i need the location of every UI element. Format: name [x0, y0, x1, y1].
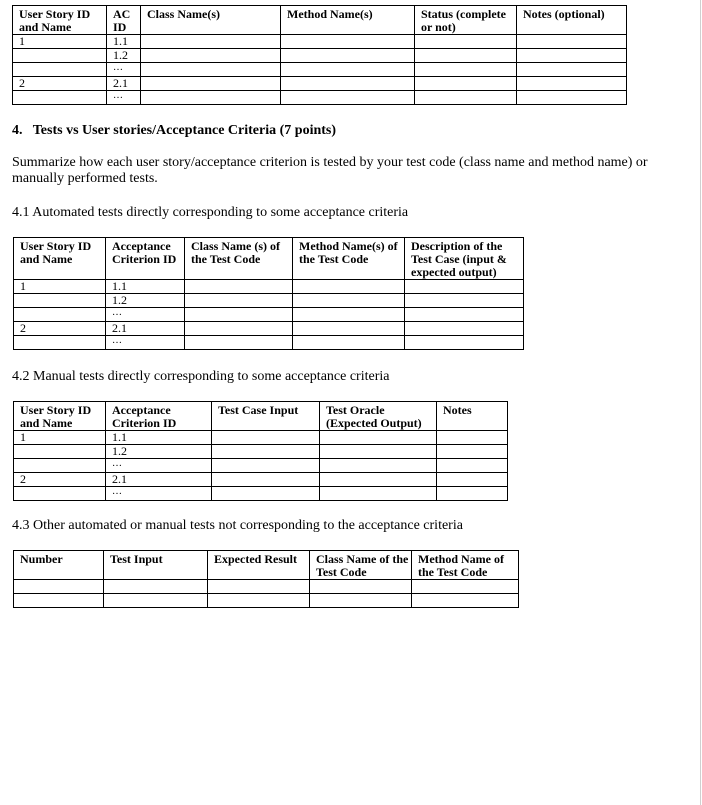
- cell-ac-ellipsis: [106, 336, 185, 350]
- cell-ac: 1.2: [106, 445, 212, 459]
- cell-empty: [14, 594, 104, 608]
- cell-empty: [405, 294, 524, 308]
- ellipsis: …: [112, 307, 122, 318]
- table-row: [14, 445, 508, 459]
- cell-empty: [281, 49, 415, 63]
- cell-empty: [517, 49, 627, 63]
- cell-empty: [212, 487, 320, 501]
- cell-ac: 1.2: [107, 49, 141, 63]
- cell-empty: [517, 91, 627, 105]
- cell-empty: [185, 322, 293, 336]
- cell-empty: [405, 308, 524, 322]
- col-header-test-oracle: Test Oracle (Expected Output): [320, 402, 437, 431]
- cell-empty: [320, 473, 437, 487]
- cell-empty: [104, 580, 208, 594]
- col-header-number: Number: [14, 551, 104, 580]
- cell-empty: [293, 280, 405, 294]
- table-row: [14, 473, 508, 487]
- table-row: [13, 35, 627, 49]
- cell-empty: [141, 49, 281, 63]
- table-row: [13, 91, 627, 105]
- cell-ac: 2.1: [107, 77, 141, 91]
- cell-empty: [281, 77, 415, 91]
- table-row: [14, 322, 524, 336]
- cell-ac-ellipsis: [106, 487, 212, 501]
- cell-story: [14, 308, 106, 322]
- cell-empty: [405, 336, 524, 350]
- col-header-ac-id: AC ID: [107, 6, 141, 35]
- cell-empty: [293, 308, 405, 322]
- cell-empty: [281, 35, 415, 49]
- cell-empty: [405, 280, 524, 294]
- col-header-story: User Story ID and Name: [14, 238, 106, 280]
- cell-empty: [437, 431, 508, 445]
- cell-ac-ellipsis: [107, 91, 141, 105]
- table-row: [13, 63, 627, 77]
- ellipsis: …: [112, 458, 122, 469]
- cell-empty: [320, 445, 437, 459]
- cell-story: 2: [14, 322, 106, 336]
- section-4-heading: 4. Tests vs User stories/Acceptance Criteria (7 points): [12, 123, 337, 138]
- cell-story: [14, 294, 106, 308]
- table-row: [13, 77, 627, 91]
- col-header-description: Description of the Test Case (input & expected output): [405, 238, 524, 280]
- cell-empty: [212, 459, 320, 473]
- cell-empty: [517, 63, 627, 77]
- cell-empty: [412, 594, 519, 608]
- table-row: [14, 280, 524, 294]
- cell-ac-ellipsis: [106, 308, 185, 322]
- table-manual-tests: [13, 401, 508, 501]
- cell-empty: [141, 91, 281, 105]
- cell-ac: 1.2: [106, 294, 185, 308]
- cell-empty: [415, 63, 517, 77]
- subsection-4-3-title: 4.3 Other automated or manual tests not corresponding to the acceptance criteria: [12, 518, 463, 533]
- cell-empty: [415, 91, 517, 105]
- cell-empty: [320, 487, 437, 501]
- col-header-acceptance-criterion: Acceptance Criterion ID: [106, 402, 212, 431]
- cell-empty: [415, 35, 517, 49]
- cell-story: 2: [14, 473, 106, 487]
- col-header-class-name: Class Name (s) of the Test Code: [185, 238, 293, 280]
- cell-empty: [208, 594, 310, 608]
- cell-empty: [405, 322, 524, 336]
- cell-empty: [310, 594, 412, 608]
- cell-empty: [104, 594, 208, 608]
- col-header-notes: Notes (optional): [517, 6, 627, 35]
- col-header-method-name: Method Name(s) of the Test Code: [293, 238, 405, 280]
- col-header-expected-result: Expected Result: [208, 551, 310, 580]
- cell-empty: [14, 580, 104, 594]
- cell-empty: [185, 280, 293, 294]
- cell-story: 1: [14, 280, 106, 294]
- cell-ac: 1.1: [107, 35, 141, 49]
- ellipsis: …: [112, 335, 122, 346]
- cell-story: [13, 63, 107, 77]
- cell-empty: [415, 77, 517, 91]
- cell-empty: [415, 49, 517, 63]
- cell-story: 1: [14, 431, 106, 445]
- cell-empty: [517, 77, 627, 91]
- cell-empty: [212, 445, 320, 459]
- table-row: [14, 459, 508, 473]
- table-automated-tests: [13, 237, 524, 350]
- col-header-status: Status (complete or not): [415, 6, 517, 35]
- cell-ac: 1.1: [106, 280, 185, 294]
- subsection-4-2-title: 4.2 Manual tests directly corresponding to some acceptance criteria: [12, 369, 390, 384]
- cell-empty: [293, 322, 405, 336]
- col-header-method-name: Method Name of the Test Code: [412, 551, 519, 580]
- table-stories-overview: [12, 5, 627, 105]
- cell-empty: [293, 294, 405, 308]
- table-other-tests: [13, 550, 519, 608]
- cell-empty: [212, 431, 320, 445]
- col-header-method-names: Method Name(s): [281, 6, 415, 35]
- cell-ac: 2.1: [106, 322, 185, 336]
- table-row: [13, 49, 627, 63]
- table-row: [14, 431, 508, 445]
- cell-empty: [437, 487, 508, 501]
- cell-ac: 2.1: [106, 473, 212, 487]
- col-header-class-names: Class Name(s): [141, 6, 281, 35]
- col-header-acceptance-criterion: Acceptance Criterion ID: [106, 238, 185, 280]
- table-row: [14, 294, 524, 308]
- table-row: [14, 308, 524, 322]
- col-header-notes: Notes: [437, 402, 508, 431]
- cell-empty: [212, 473, 320, 487]
- col-header-story: User Story ID and Name: [14, 402, 106, 431]
- cell-empty: [437, 459, 508, 473]
- cell-empty: [141, 35, 281, 49]
- col-header-test-case-input: Test Case Input: [212, 402, 320, 431]
- col-header-class-name: Class Name of the Test Code: [310, 551, 412, 580]
- cell-empty: [185, 308, 293, 322]
- cell-ac: 1.1: [106, 431, 212, 445]
- cell-empty: [437, 473, 508, 487]
- cell-story: [14, 487, 106, 501]
- cell-empty: [412, 580, 519, 594]
- cell-empty: [141, 77, 281, 91]
- cell-empty: [437, 445, 508, 459]
- ellipsis: …: [113, 62, 123, 73]
- cell-empty: [517, 35, 627, 49]
- page-edge: [700, 0, 701, 805]
- cell-story: [14, 459, 106, 473]
- table-row: [14, 594, 519, 608]
- cell-ac-ellipsis: [106, 459, 212, 473]
- cell-empty: [310, 580, 412, 594]
- cell-empty: [293, 336, 405, 350]
- cell-empty: [320, 459, 437, 473]
- ellipsis: …: [113, 90, 123, 101]
- cell-empty: [185, 294, 293, 308]
- table-row: [14, 336, 524, 350]
- col-header-test-input: Test Input: [104, 551, 208, 580]
- table-row: [14, 487, 508, 501]
- table-row: [14, 580, 519, 594]
- cell-story: 2: [13, 77, 107, 91]
- subsection-4-1-title: 4.1 Automated tests directly corresponding to some acceptance criteria: [12, 205, 409, 220]
- cell-story: [14, 445, 106, 459]
- cell-story: [13, 49, 107, 63]
- cell-ac-ellipsis: [107, 63, 141, 77]
- cell-empty: [281, 91, 415, 105]
- cell-story: [13, 91, 107, 105]
- cell-empty: [320, 431, 437, 445]
- cell-empty: [281, 63, 415, 77]
- cell-empty: [141, 63, 281, 77]
- cell-story: [14, 336, 106, 350]
- cell-empty: [185, 336, 293, 350]
- ellipsis: …: [112, 486, 122, 497]
- cell-story: 1: [13, 35, 107, 49]
- cell-empty: [208, 580, 310, 594]
- col-header-story: User Story ID and Name: [13, 6, 107, 35]
- section-4-summary: Summarize how each user story/acceptance criterion is tested by your test code (class name and method name) or manually performed tests.: [12, 155, 648, 186]
